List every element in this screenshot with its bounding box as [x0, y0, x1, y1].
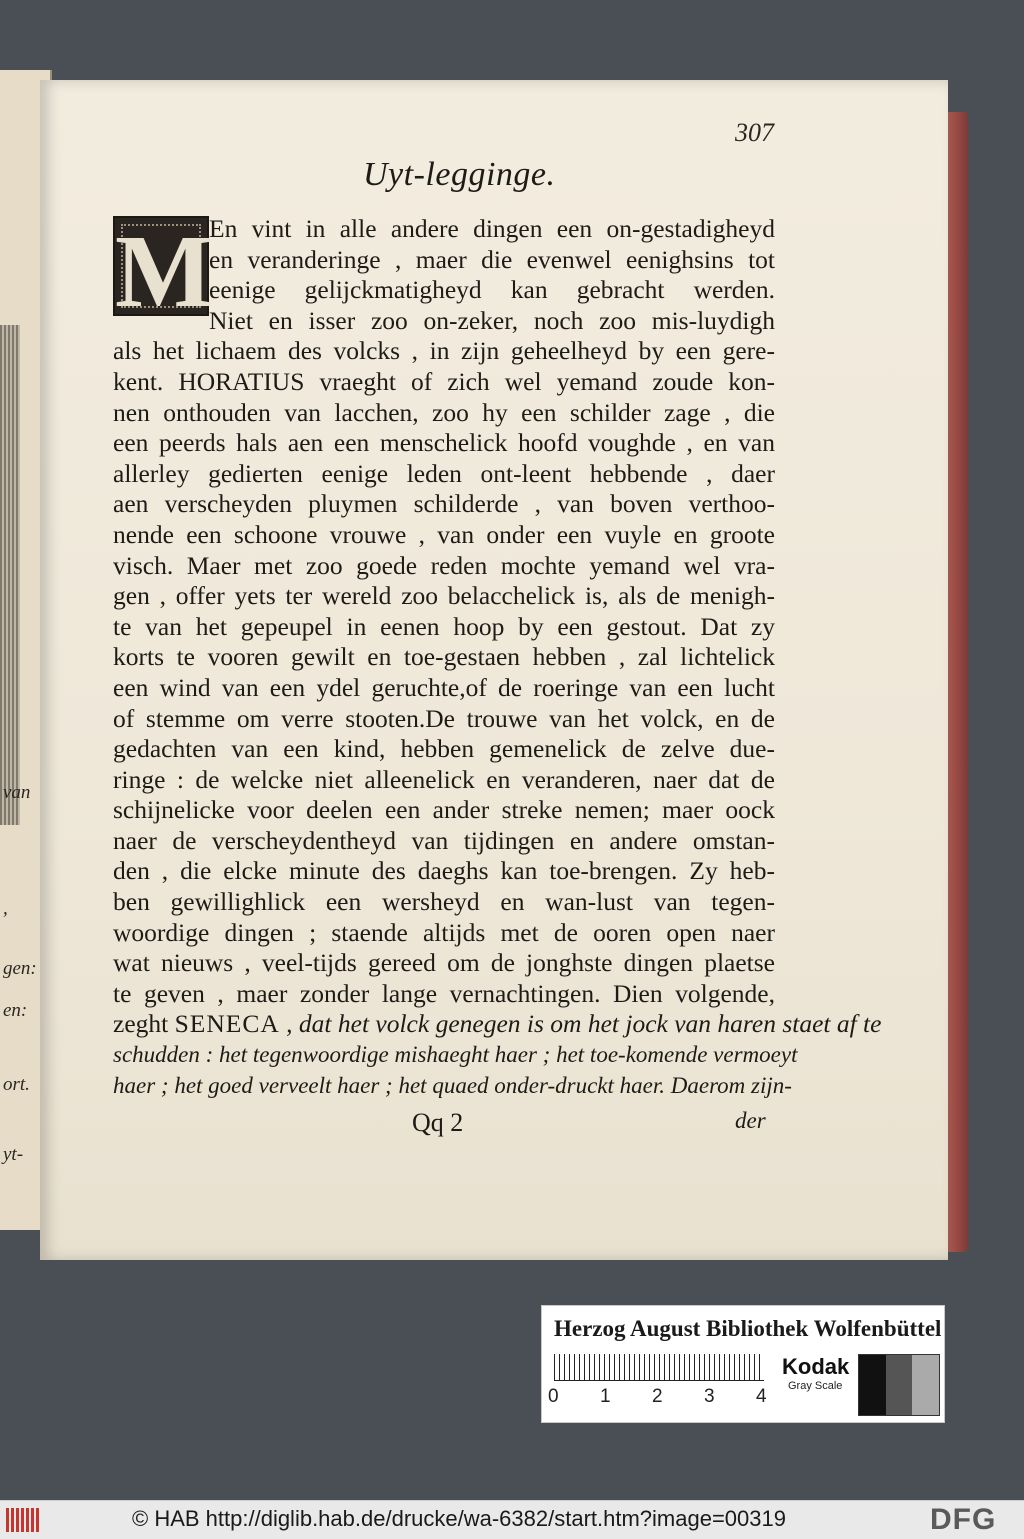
text-line-mixed [113, 1009, 882, 1040]
text-line: een wind van een ydel geruchte,of de roeringe van een lucht [113, 672, 775, 702]
library-name: Herzog August Bibliothek Wolfenbüttel [554, 1316, 942, 1341]
text-line: wat nieuws , veel-tijds gereed om de jonghste dingen plaetse [113, 948, 775, 978]
margin-fragment: gen: [3, 958, 37, 979]
text-segment: zeght [113, 1009, 175, 1039]
ruler-number: 2 [652, 1386, 663, 1407]
library-color-card [541, 1305, 945, 1423]
dfg-logo: DFG [930, 1503, 997, 1536]
ruler-number: 4 [756, 1386, 767, 1407]
left-page-engraving [0, 325, 20, 825]
quote-line: haer ; het goed verveelt haer ; het quaed onder-druckt haer. Daerom zijn- [113, 1072, 792, 1098]
quote-line: schudden : het tegenwoordige mishaeght haer ; het toe-komende vermoeyt [113, 1042, 798, 1068]
page-number: 307 [735, 118, 774, 147]
text-line: of stemme om verre stooten.De trouwe van het volck, en de [113, 703, 775, 733]
swatch-black [859, 1355, 886, 1415]
body-text [113, 214, 882, 1101]
margin-fragment: , [3, 898, 8, 919]
author-name: SENECA [174, 1009, 280, 1039]
margin-fragment: en: [3, 1000, 28, 1021]
swatch-light-gray [912, 1355, 939, 1415]
text-line: naer de verscheydentheyd van tijdingen en andere omstan- [113, 825, 775, 855]
ruler-number: 0 [548, 1386, 559, 1407]
margin-fragment: ort. [3, 1074, 30, 1095]
text-line: een peerds hals aen een menschelick hoofd voughde , en van [113, 428, 775, 458]
kodak-logo: Kodak [782, 1354, 850, 1379]
copyright-link[interactable]: © HAB http://diglib.hab.de/drucke/wa-6382/start.htm?image=00319 [132, 1506, 786, 1531]
text-line: als het lichaem des volcks , in zijn geheelheyd by een gere- [113, 336, 775, 366]
text-line: nen onthouden van lacchen, zoo hy een schilder zage , die [113, 397, 775, 427]
swatch-dark-gray [886, 1355, 913, 1415]
text-line: en veranderinge , maer die evenwel eenighsins tot [209, 244, 775, 274]
footer-bar [0, 1500, 1024, 1539]
text-line: nende een schoone vrouwe , van onder een vuyle en groote [113, 519, 775, 549]
text-line: woordige dingen ; staende altijds met de ooren open naer [113, 917, 775, 947]
hab-logo-icon [6, 1508, 40, 1532]
signature-mark: Qq 2 [412, 1108, 464, 1137]
text-line: korts te vooren gewilt en toe-gestaen hebben , zal lichtelick [113, 642, 775, 672]
text-line: visch. Maer met zoo goede reden mochte yemand wel vra- [113, 550, 775, 580]
text-line: gedachten van een kind, hebben gemenelick de zelve due- [113, 734, 775, 764]
margin-fragment: van [3, 782, 31, 803]
ruler-number: 1 [600, 1386, 611, 1407]
text-line: kent. HORATIUS vraeght of zich wel yemand zoude kon- [113, 366, 775, 396]
initial-letter: M [115, 214, 214, 329]
text-line: ben gewillighlick een wersheyd en wan-lust van tegen- [113, 887, 775, 917]
text-line: eenige gelijckmatigheyd kan gebracht werden. [209, 275, 775, 305]
margin-fragment: yt- [3, 1144, 24, 1165]
gray-scale-label: Gray Scale [788, 1380, 843, 1392]
text-line: aen verscheyden pluymen schilderde , van boven verthoo- [113, 489, 775, 519]
gray-swatches [858, 1354, 940, 1416]
text-line: den , die elcke minute des daeghs kan toe-brengen. Zy heb- [113, 856, 775, 886]
text-line: Niet en isser zoo on-zeker, noch zoo mis-luydigh [209, 305, 775, 335]
ruler-number: 3 [704, 1386, 715, 1407]
ruler-scale [554, 1354, 764, 1381]
catchword: der [735, 1108, 766, 1133]
text-line: En vint in alle andere dingen een on-gestadigheyd [209, 214, 775, 243]
text-line: gen , offer yets ter wereld zoo belacchelick is, als de menigh- [113, 581, 775, 611]
quote-segment: , dat het volck genegen is om het jock van haren staet af te [279, 1009, 882, 1039]
text-line: ringe : de welcke niet alleenelick en veranderen, naer dat de [113, 764, 775, 794]
text-line: te geven , maer zonder lange vernachtingen. Dien volgende, [113, 978, 775, 1008]
text-line: allerley gedierten eenige leden ont-leent hebbende , daer [113, 458, 775, 488]
text-line: schijnelicke voor deelen een ander streke nemen; maer oock [113, 795, 775, 825]
section-heading: Uyt-legginge. [363, 156, 556, 193]
text-line: te van het gepeupel in eenen hoop by een gestout. Dat zy [113, 611, 775, 641]
